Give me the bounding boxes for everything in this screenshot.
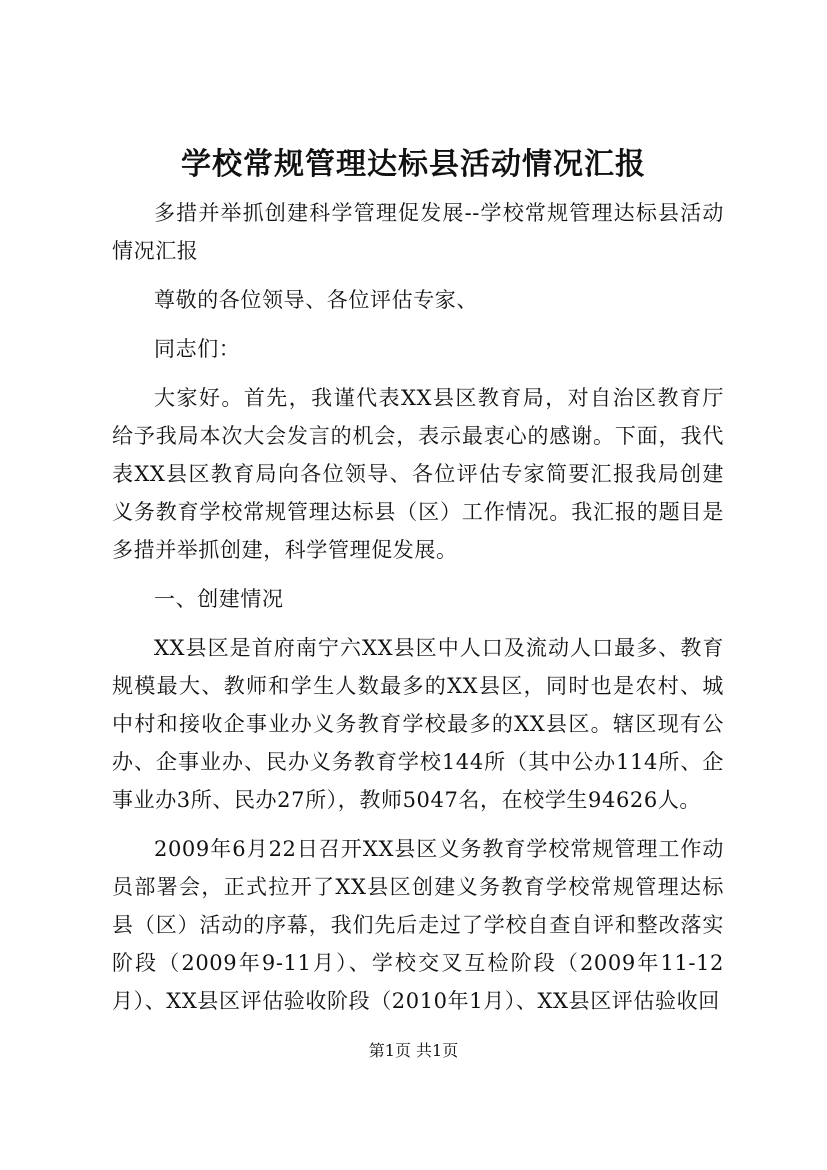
county-overview-paragraph: XX县区是首府南宁六XX县区中人口及流动人口最多、教育规模最大、教师和学生人数最多的XX县区，同时也是农村、城中村和接收企事业办义务教育学校最多的XX县区。辖区现有公办、企事业办、民办义务教育学校144所（其中公办114所、企事业办3所、民办27所），教师5047名，在校学生94626人。: [112, 636, 724, 812]
opening-paragraph: 大家好。首先，我谨代表XX县区教育局，对自治区教育厅给予我局本次大会发言的机会，表示最衷心的感谢。下面，我代表XX县区教育局向各位领导、各位评估专家简要汇报我局创建义务教育学校常规管理达标县（区）工作情况。我汇报的题目是多措并举抓创建，科学管理促发展。: [112, 386, 724, 562]
subtitle-paragraph: 多措并举抓创建科学管理促发展--学校常规管理达标县活动情况汇报: [112, 201, 724, 263]
page-footer: 第1页 共1页: [368, 1041, 459, 1060]
section-heading: 一、创建情况: [154, 587, 284, 611]
document-body: [112, 194, 724, 1031]
salutation-comrades: 同志们：: [154, 337, 241, 361]
timeline-paragraph: 2009年6月22日召开XX县区义务教育学校常规管理工作动员部署会，正式拉开了XX县区创建义务教育学校常规管理达标县（区）活动的序幕，我们先后走过了学校自查自评和整改落实阶段（2009年9-11月）、学校交叉互检阶段（2009年11-12月）、XX县区评估验收阶段（2010年1月）、XX县区评估验收回: [112, 837, 724, 1013]
salutation-paragraph: 尊敬的各位领导、各位评估专家、: [154, 288, 478, 312]
document-title: 学校常规管理达标县活动情况汇报: [181, 147, 646, 182]
